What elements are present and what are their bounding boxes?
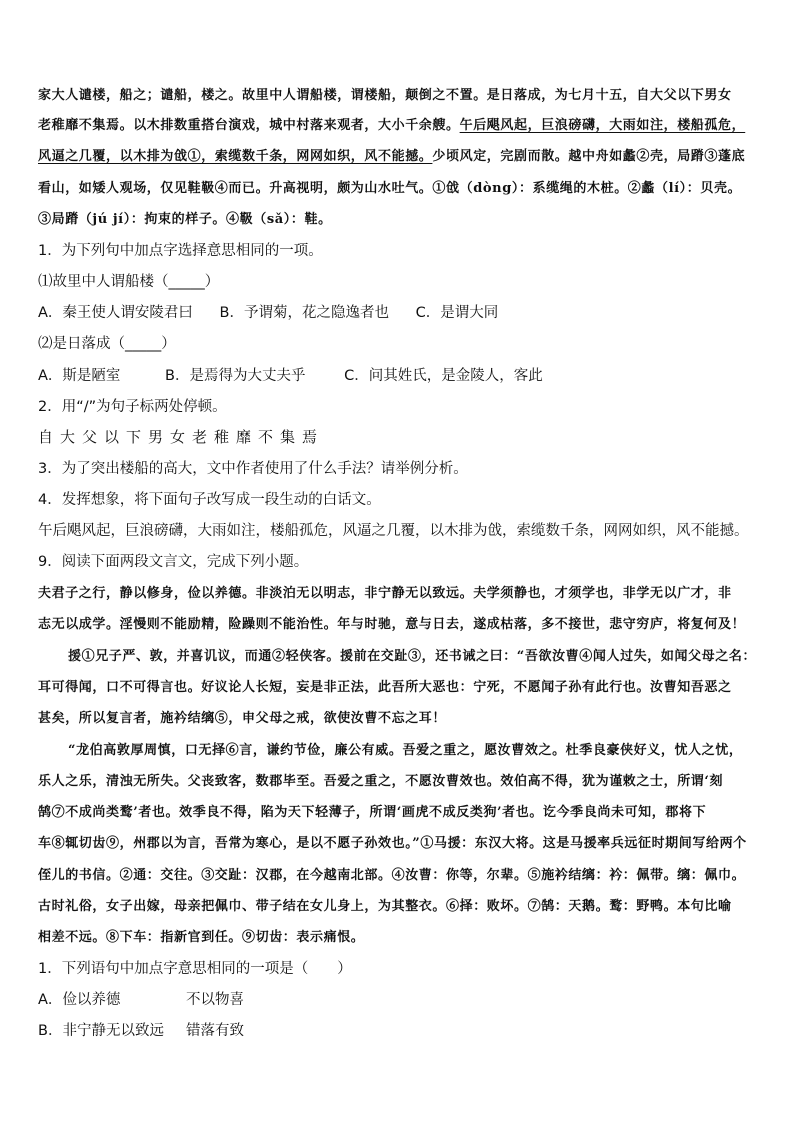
passage3-line-3: 甚矣，所以复言者，施衿结缡⑤，申父母之戒，欲使汝曹不忘之耳！ <box>38 711 447 726</box>
option-a: A．秦王使人谓安陵君曰 <box>38 305 193 321</box>
passage2-line-2: 志无以成学。淫慢则不能励精，险躁则不能治性。年与时驰，意与日去，遂成枯落，多不接世，悲守穷庐，将复何及！ <box>38 617 746 632</box>
passage1-line-1: 家大人谴楼，船之；谴船，楼之。故里中人谓船楼，谓楼船，颠倒之不置。是日落成，为七月十五，自大父以下男女 <box>38 88 732 103</box>
passage3-line-10: 相差不远。⑧下车：指新官到任。⑨切齿：表示痛恨。 <box>38 930 365 945</box>
option-a: A．斯是陋室 <box>38 368 121 384</box>
question-1-item-2-options <box>38 364 764 385</box>
passage1-line-2 <box>38 114 764 133</box>
passage1-line-3-text: 少顷风定，完剧而散。越中舟如蠡②壳，局蹐③蓬底 <box>432 149 746 164</box>
passage3-line-5: 乐人之乐，清浊无所失。父丧致客，数郡毕至。吾爱之重之，不愿汝曹效也。效伯高不得，犹为谨敕之士，所谓‘刻 <box>38 774 724 789</box>
sub-question-1-option-a <box>38 988 764 1009</box>
question-3-title: 3．为了突出楼船的高大，文中作者使用了什么手法？请举例分析。 <box>38 461 468 477</box>
passage1-line-2-text: 老稚靡不集焉。以木排数重搭台演戏，城中村落来观者，大小千余艘。 <box>38 118 460 133</box>
question-2-title: 2．用“/”为句子标两处停顿。 <box>38 399 227 415</box>
passage1-underlined-sentence-b: 风逼之几覆，以木排为戗①，索缆数千条，网网如织，风不能撼。 <box>38 149 433 164</box>
passage1-line-3 <box>38 145 764 164</box>
passage1-line-4: 看山，如矮人观场，仅见鞋靸④而已。升高视明，颇为山水吐气。①戗（dòng）：系缆绳的木桩。②蠡（lí）：贝壳。 <box>38 181 742 196</box>
question-1-item-2: ⑵是日落成（_____） <box>38 336 176 352</box>
option-a-right: 不以物喜 <box>186 992 244 1008</box>
option-c: C．问其姓氏，是金陵人，客此 <box>344 368 543 384</box>
option-c: C．是谓大同 <box>415 305 499 321</box>
passage3-line-4: “龙伯高敦厚周慎，口无择⑥言，谦约节俭，廉公有威。吾爱之重之，愿汝曹效之。杜季良豪侠好义，忧人之忧， <box>68 743 743 758</box>
passage1-underlined-sentence-a: 午后飓风起，巨浪磅礴，大雨如注，楼船孤危， <box>459 118 746 133</box>
option-b: B．予谓菊，花之隐逸者也 <box>219 305 389 321</box>
question-1-item-1: ⑴故里中人谓船楼（_____） <box>38 274 220 290</box>
passage3-line-8: 侄儿的书信。②通：交往。③交趾：汉郡，在今越南北部。④汝曹：你等，尔辈。⑤施衿结缡：衿：佩带。缡：佩巾。 <box>38 868 746 883</box>
passage2-line-1: 夫君子之行，静以修身，俭以养德。非淡泊无以明志，非宁静无以致远。夫学须静也，才须学也，非学无以广才，非 <box>38 586 732 601</box>
question-4-sentence: 午后飓风起，巨浪磅礴，大雨如注，楼船孤危，风逼之几覆，以木排为戗，索缆数千条，网网如织，风不能撼。 <box>38 523 749 539</box>
passage3-line-6: 鹄⑦不成尚类鹜’者也。效季良不得，陷为天下轻薄子，所谓‘画虎不成反类狗’者也。讫今季良尚未可知，郡将下 <box>38 805 707 820</box>
passage3-line-2: 耳可得闻，口不可得言也。好议论人长短，妄是非正法，此吾所大恶也：宁死，不愿闻子孙有此行也。汝曹知吾恶之 <box>38 680 732 695</box>
option-b: B．是焉得为大丈夫乎 <box>165 368 306 384</box>
passage3-line-7: 车⑧辄切齿⑨，州郡以为言，吾常为寒心，是以不愿子孙效也。”①马援：东汉大将。这是马援率兵远征时期间写给两个 <box>38 836 747 851</box>
question-2-sentence: 自大父以下男女老稚靡不集焉 <box>38 428 325 446</box>
question-1-item-1-options <box>38 301 764 322</box>
question-9-title: 9．阅读下面两段文言文，完成下列小题。 <box>38 554 309 570</box>
option-b-right: 错落有致 <box>186 1023 244 1039</box>
passage3-line-9: 古时礼俗，女子出嫁，母亲把佩巾、带子结在女儿身上，为其整衣。⑥择：败坏。⑦鹄：天鹅。鹜：野鸭。本句比喻 <box>38 899 732 914</box>
question-4-title: 4．发挥想象，将下面句子改写成一段生动的白话文。 <box>38 492 381 508</box>
question-1-title: 1．为下列句中加点字选择意思相同的一项。 <box>38 243 323 259</box>
option-a-left: A．俭以养德 <box>38 992 121 1008</box>
sub-question-1-title: 1．下列语句中加点字意思相同的一项是（ ） <box>38 961 352 977</box>
option-b-left: B．非宁静无以致远 <box>38 1023 164 1039</box>
passage1-line-5: ③局蹐（jú jí）：拘束的样子。④靸（sǎ）：鞋。 <box>38 212 332 227</box>
passage3-line-1: 援①兄子严、敦，并喜讥议，而通②轻侠客。援前在交趾③，还书诫之曰：“吾欲汝曹④闻人过失，如闻父母之名： <box>68 649 757 664</box>
sub-question-1-option-b <box>38 1019 764 1040</box>
